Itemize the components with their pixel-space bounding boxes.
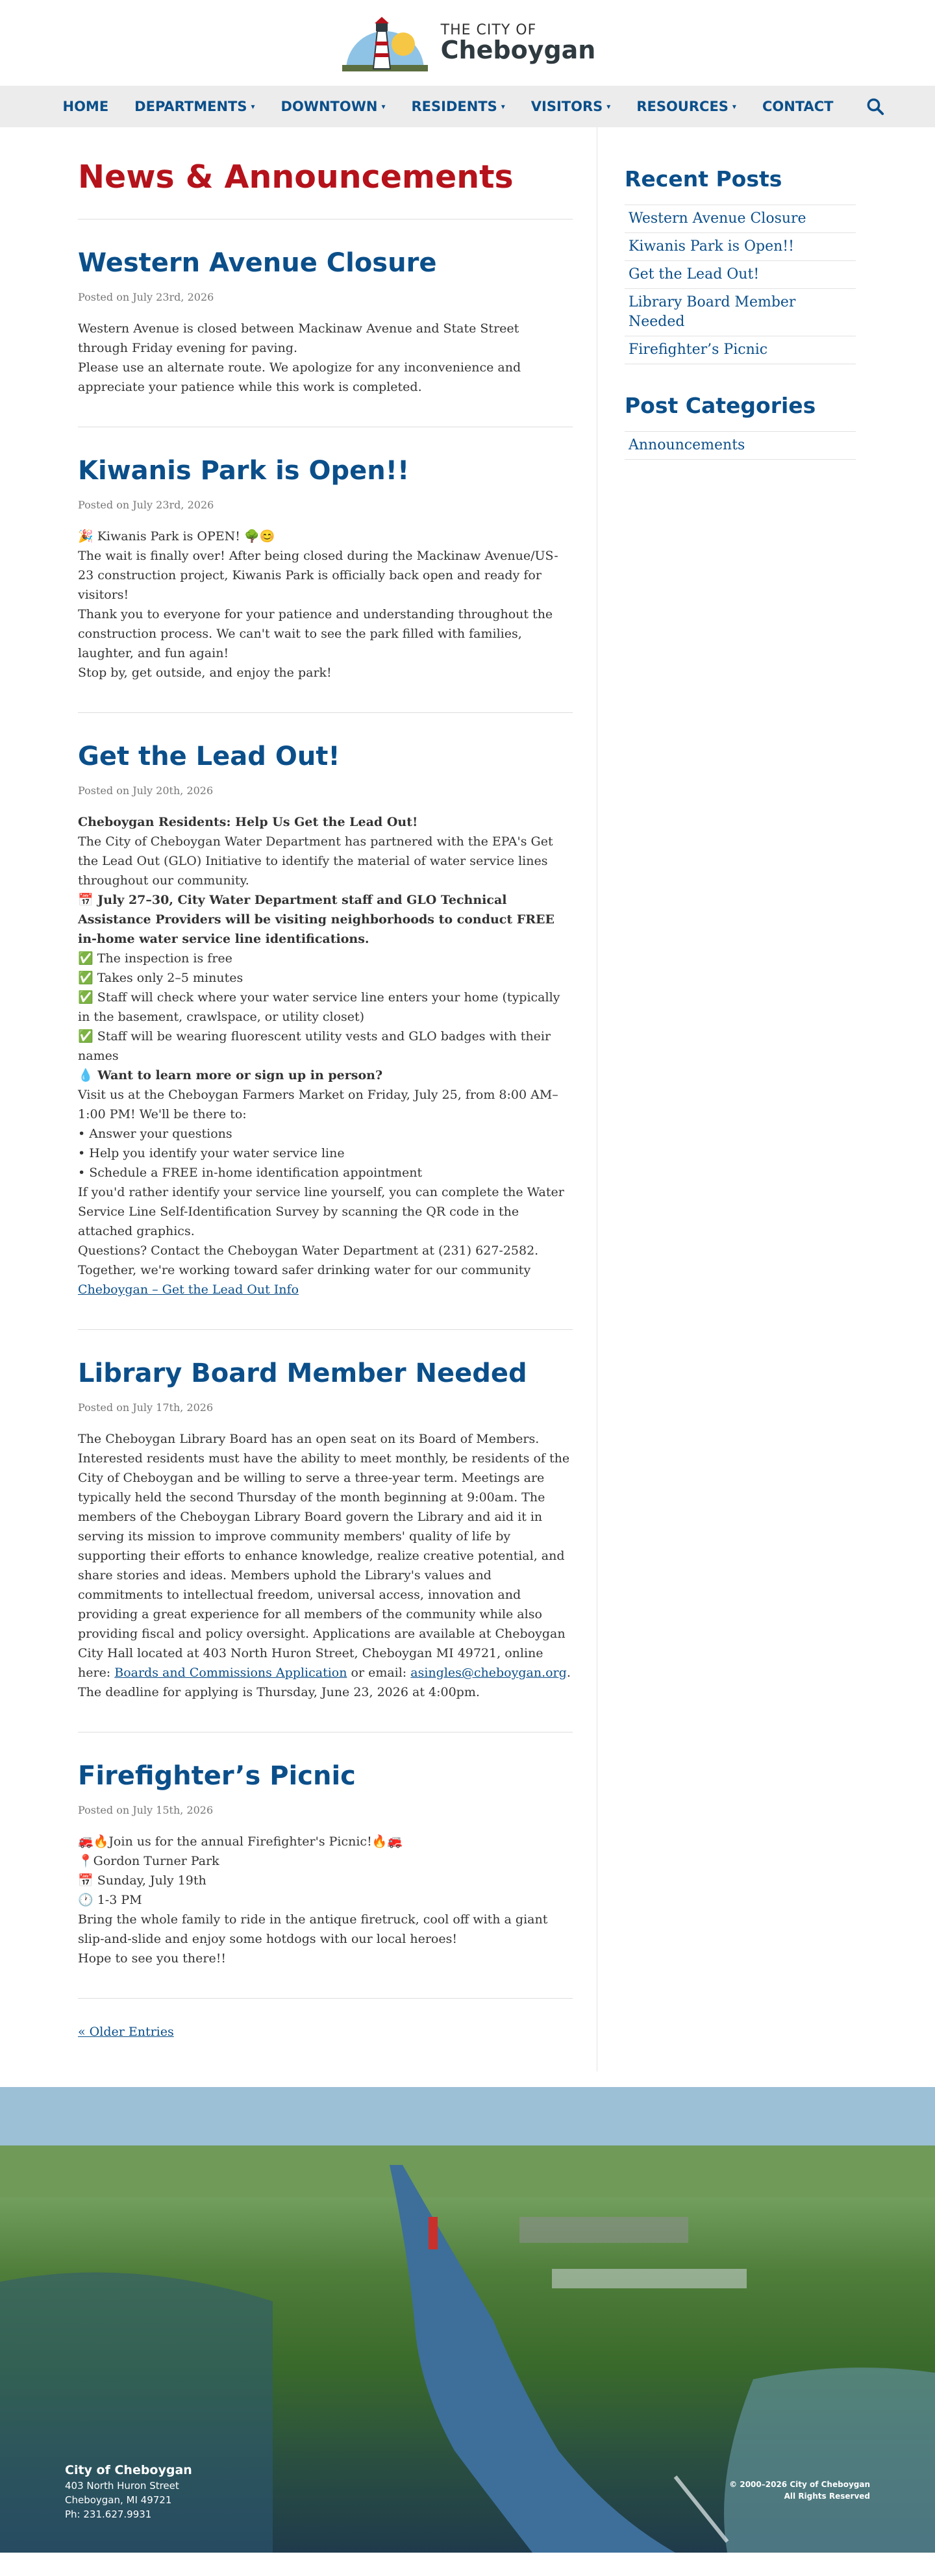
site-logo[interactable] bbox=[340, 13, 596, 73]
nav-visitors-label: VISITORS bbox=[530, 99, 603, 114]
chevron-down-icon: ▾ bbox=[501, 102, 505, 111]
main-nav bbox=[0, 86, 935, 127]
checklist-item: ✅ Staff will be wearing fluorescent utility vests and GLO badges with their names bbox=[78, 1029, 551, 1063]
recent-post-link[interactable]: Kiwanis Park is Open!! bbox=[625, 232, 856, 260]
post-date: Posted on July 23rd, 2026 bbox=[78, 291, 214, 303]
footer-phone: Ph: 231.627.9931 bbox=[65, 2508, 152, 2520]
logo-top-text: THE CITY OF bbox=[440, 22, 537, 38]
footer-contact bbox=[65, 2463, 192, 2521]
post-date: Posted on July 17th, 2026 bbox=[78, 1401, 214, 1414]
checklist-item: ✅ Staff will check where your water service line enters your home (typically in the basement, crawlspace, or utility closet) bbox=[78, 990, 560, 1024]
list-item: • Help you identify your water service line bbox=[78, 1146, 345, 1160]
nav-downtown[interactable] bbox=[268, 99, 399, 114]
post-title[interactable]: Library Board Member Needed bbox=[78, 1358, 527, 1388]
recent-post-link[interactable]: Western Avenue Closure bbox=[625, 205, 856, 232]
post-title[interactable]: Firefighter’s Picnic bbox=[78, 1761, 356, 1791]
post-paragraph: 🕐 1-3 PM bbox=[78, 1893, 142, 1907]
footer-city-name: City of Cheboygan bbox=[65, 2463, 192, 2477]
site-footer bbox=[0, 2087, 935, 2553]
recent-posts-heading: Recent Posts bbox=[625, 166, 782, 192]
post-bold-line: 📅 July 27–30, City Water Department staff and GLO Technical Assistance Providers will be visiting neighborhoods to conduct FREE in-home water service line identifications. bbox=[78, 893, 555, 946]
pagination bbox=[78, 1999, 573, 2039]
post-title[interactable]: Get the Lead Out! bbox=[78, 742, 340, 771]
chevron-down-icon: ▾ bbox=[732, 102, 736, 111]
post-text: . The deadline for applying is Thursday, June 23, 2026 at 4:00pm. bbox=[78, 1666, 571, 1699]
nav-departments-label: DEPARTMENTS bbox=[134, 99, 247, 114]
post-body bbox=[78, 527, 573, 682]
post-body bbox=[78, 1429, 573, 1702]
rights-text: All Rights Reserved bbox=[784, 2492, 870, 2501]
post-date: Posted on July 20th, 2026 bbox=[78, 784, 214, 797]
page-title: News & Announcements bbox=[78, 158, 573, 219]
post-paragraph: The City of Cheboygan Water Department has partnered with the EPA's Get the Lead Out (GLO) Initiative to identify the material of water service lines throughout our community. bbox=[78, 834, 553, 888]
nav-resources[interactable] bbox=[623, 99, 749, 114]
post-categories-list bbox=[625, 431, 856, 460]
post-body bbox=[78, 812, 573, 1299]
post-firefighter-picnic bbox=[78, 1732, 573, 1999]
post-western-avenue bbox=[78, 219, 573, 427]
nav-contact[interactable] bbox=[749, 99, 847, 114]
post-paragraph: Bring the whole family to ride in the antique firetruck, cool off with a giant slip-and-slide and enjoy some hotdogs with our local heroes! bbox=[78, 1912, 548, 1946]
email-link[interactable]: asingles@cheboygan.org bbox=[410, 1666, 567, 1680]
post-paragraph: Together, we're working toward safer drinking water for our community bbox=[78, 1263, 531, 1277]
post-lead-out bbox=[78, 713, 573, 1330]
sidebar bbox=[597, 127, 935, 2071]
chevron-down-icon: ▾ bbox=[381, 102, 386, 111]
post-paragraph: Stop by, get outside, and enjoy the park! bbox=[78, 666, 332, 680]
post-categories-heading: Post Categories bbox=[625, 393, 816, 418]
nav-home[interactable] bbox=[50, 99, 122, 114]
nav-visitors[interactable] bbox=[518, 99, 624, 114]
post-kiwanis-park bbox=[78, 427, 573, 713]
post-text: The Cheboygan Library Board has an open seat on its Board of Members. Interested residents must have the ability to meet monthly, be residents of the City of Cheboygan and be willing to serve a three-year term. Meetings are typically held the second Thursday of the month beginning at 9:00am. The members of the Cheboygan Library Board govern the Library and aid it in serving its mission to improve community members' quality of life by supporting their efforts to enhance knowledge, realize creative potential, and share stories and ideas. Members uphold the Library's values and commitments to intellectual freedom, universal access, innovation and providing a great experience for all members of the community while also providing fiscal and policy oversight. Applications are available at Cheboygan City Hall located at 403 North Huron Street, Cheboygan MI 49721, online here: bbox=[78, 1432, 570, 1680]
nav-contact-label: CONTACT bbox=[762, 99, 834, 114]
checklist-item: ✅ Takes only 2–5 minutes bbox=[78, 971, 243, 985]
nav-departments[interactable] bbox=[121, 99, 268, 114]
post-title[interactable]: Kiwanis Park is Open!! bbox=[78, 456, 410, 486]
chevron-down-icon: ▾ bbox=[251, 102, 255, 111]
post-paragraph: Visit us at the Cheboygan Farmers Market on Friday, July 25, from 8:00 AM–1:00 PM! We'll be there to: bbox=[78, 1088, 558, 1121]
post-paragraph bbox=[78, 1429, 573, 1702]
chevron-down-icon: ▾ bbox=[606, 102, 611, 111]
nav-downtown-label: DOWNTOWN bbox=[280, 99, 378, 114]
site-header bbox=[0, 0, 935, 86]
recent-post-link[interactable]: Get the Lead Out! bbox=[625, 260, 856, 288]
logo-bottom-text: Cheboygan bbox=[440, 36, 596, 64]
post-date: Posted on July 23rd, 2026 bbox=[78, 499, 214, 511]
list-item: • Answer your questions bbox=[78, 1127, 232, 1141]
post-library-board bbox=[78, 1330, 573, 1732]
nav-home-label: HOME bbox=[62, 99, 109, 114]
copyright-text: © 2000–2026 City of Cheboygan bbox=[729, 2480, 870, 2489]
footer-address-line2: Cheboygan, MI 49721 bbox=[65, 2494, 172, 2506]
checklist-item: ✅ The inspection is free bbox=[78, 951, 232, 966]
nav-resources-label: RESOURCES bbox=[636, 99, 729, 114]
recent-post-link[interactable]: Firefighter’s Picnic bbox=[625, 336, 856, 364]
category-link[interactable]: Announcements bbox=[625, 431, 856, 460]
list-item: • Schedule a FREE in-home identification appointment bbox=[78, 1166, 423, 1180]
footer-copyright bbox=[729, 2479, 870, 2502]
post-paragraph: 🚒🔥Join us for the annual Firefighter's Picnic!🔥🚒 bbox=[78, 1834, 403, 1849]
recent-posts-list bbox=[625, 205, 856, 364]
post-bold-line: 💧 Want to learn more or sign up in person? bbox=[78, 1068, 383, 1082]
post-paragraph: 📍Gordon Turner Park bbox=[78, 1854, 219, 1868]
post-body bbox=[78, 1832, 573, 1968]
nav-residents-label: RESIDENTS bbox=[411, 99, 497, 114]
post-paragraph: 🎉 Kiwanis Park is OPEN! 🌳😊 bbox=[78, 529, 275, 544]
boards-application-link[interactable]: Boards and Commissions Application bbox=[114, 1666, 347, 1680]
search-icon[interactable] bbox=[866, 97, 885, 116]
lighthouse-logo-icon bbox=[340, 13, 430, 73]
post-text: or email: bbox=[347, 1666, 411, 1680]
post-date: Posted on July 15th, 2026 bbox=[78, 1804, 214, 1816]
main-content bbox=[0, 127, 597, 2071]
post-title[interactable]: Western Avenue Closure bbox=[78, 248, 437, 278]
post-paragraph: The wait is finally over! After being closed during the Mackinaw Avenue/US-23 construction project, Kiwanis Park is officially back open and ready for visitors! bbox=[78, 549, 558, 602]
post-paragraph: Western Avenue is closed between Mackinaw Avenue and State Street through Friday evening for paving. bbox=[78, 321, 519, 355]
nav-residents[interactable] bbox=[399, 99, 518, 114]
post-paragraph: 📅 Sunday, July 19th bbox=[78, 1873, 206, 1888]
lead-out-info-link[interactable]: Cheboygan – Get the Lead Out Info bbox=[78, 1282, 299, 1297]
recent-post-link[interactable]: Library Board Member Needed bbox=[625, 288, 856, 336]
post-body bbox=[78, 319, 573, 397]
older-entries-link[interactable]: « Older Entries bbox=[78, 2025, 174, 2039]
post-paragraph: If you'd rather identify your service line yourself, you can complete the Water Service Line Self-Identification Survey by scanning the QR code in the attached graphics. bbox=[78, 1185, 564, 1238]
post-paragraph: Questions? Contact the Cheboygan Water Department at (231) 627-2582. bbox=[78, 1244, 539, 1258]
post-paragraph: Please use an alternate route. We apologize for any inconvenience and appreciate your patience while this work is completed. bbox=[78, 360, 521, 394]
post-heading: Cheboygan Residents: Help Us Get the Lead Out! bbox=[78, 815, 418, 829]
footer-address-line1: 403 North Huron Street bbox=[65, 2480, 179, 2492]
post-paragraph: Hope to see you there!! bbox=[78, 1951, 227, 1966]
post-paragraph: Thank you to everyone for your patience and understanding throughout the construction process. We can't wait to see the park filled with families, laughter, and fun again! bbox=[78, 607, 553, 660]
